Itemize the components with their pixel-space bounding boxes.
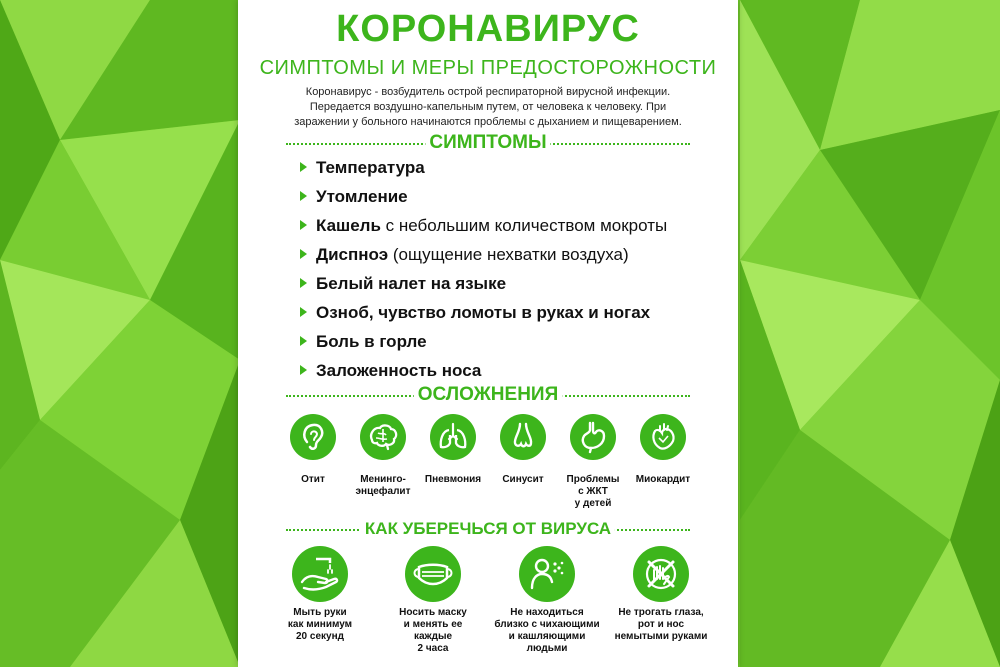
complication-label: Менинго- энцефалит	[355, 474, 411, 497]
heart-icon	[640, 414, 686, 460]
stomach-icon	[570, 414, 616, 460]
bullet-triangle-icon	[300, 220, 307, 230]
no-touch-face-icon	[633, 546, 689, 602]
complication-label: Пневмония	[424, 474, 482, 485]
symptom-item: Озноб, чувство ломоты в руках и ногах	[300, 303, 650, 323]
poster-subtitle: СИМПТОМЫ И МЕРЫ ПРЕДОСТОРОЖНОСТИ	[259, 57, 717, 79]
bullet-triangle-icon	[300, 365, 307, 375]
symptom-item: Кашель с небольшим количеством мокроты	[300, 216, 667, 236]
complication-label: Отит	[301, 474, 325, 485]
intro-text: Коронавирус - возбудитель острой респираторной вирусной инфекции. Передается воздушно-капельным путем, от человека к человеку. При заражении у больного начинаются проблемы с дыханием и пищеварением.	[294, 86, 682, 128]
symptom-item: Утомление	[300, 187, 408, 207]
mask-icon	[405, 546, 461, 602]
symptom-item: Температура	[300, 158, 425, 178]
bullet-triangle-icon	[300, 278, 307, 288]
symptom-item: Боль в горле	[300, 332, 427, 352]
lungs-icon	[430, 414, 476, 460]
bullet-triangle-icon	[300, 249, 307, 259]
prevention-label: Носить маску и менять ее каждые 2 часа	[399, 607, 467, 654]
prevention-label: Не находиться близко с чихающими и кашляющими людьми	[494, 607, 600, 654]
complication-label: Синусит	[502, 474, 544, 485]
bullet-triangle-icon	[300, 307, 307, 317]
prevention-label: Не трогать глаза, рот и нос немытыми руками	[614, 607, 708, 642]
sneeze-icon	[519, 546, 575, 602]
bullet-triangle-icon	[300, 162, 307, 172]
nose-icon	[500, 414, 546, 460]
poster-title: КОРОНАВИРУС	[336, 8, 640, 50]
ear-icon	[290, 414, 336, 460]
symptom-item: Белый налет на языке	[300, 274, 506, 294]
complication-label: Миокардит	[635, 474, 691, 485]
bullet-triangle-icon	[300, 191, 307, 201]
bullet-triangle-icon	[300, 336, 307, 346]
poster	[238, 0, 738, 667]
brain-icon	[360, 414, 406, 460]
complications-heading: ОСЛОЖНЕНИЯ	[286, 384, 690, 406]
hand-wash-icon	[292, 546, 348, 602]
complication-label: Проблемы с ЖКТ у детей	[566, 474, 620, 509]
prevention-label: Мыть руки как минимум 20 секунд	[287, 607, 353, 642]
symptom-item: Диспноэ (ощущение нехватки воздуха)	[300, 245, 629, 265]
symptom-item: Заложенность носа	[300, 361, 481, 381]
prevention-heading: КАК УБЕРЕЧЬСЯ ОТ ВИРУСА	[286, 518, 690, 540]
symptoms-heading: СИМПТОМЫ	[286, 132, 690, 154]
